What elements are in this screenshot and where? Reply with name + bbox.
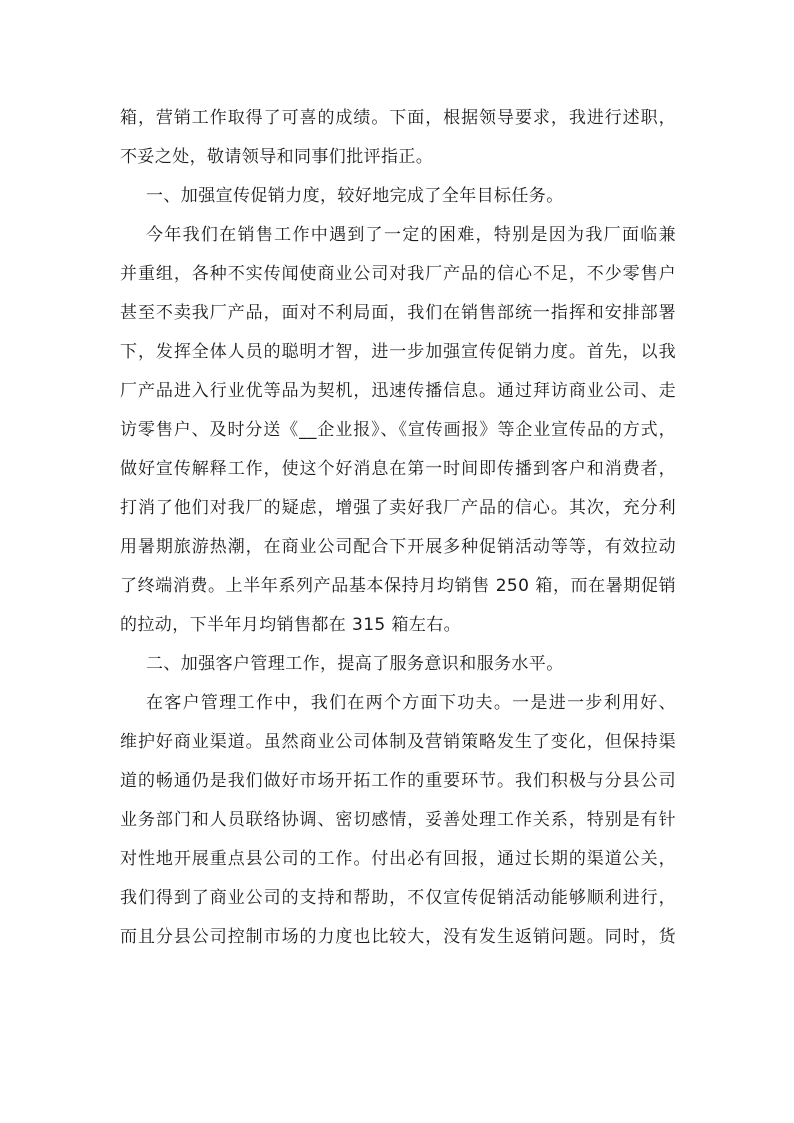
text-line: 对性地开展重点县公司的工作。付出必有回报，通过长期的渠道公关， xyxy=(120,849,676,869)
document-body xyxy=(120,99,676,957)
text-line: 在客户管理工作中，我们在两个方面下功夫。一是进一步利用好、 xyxy=(146,693,676,713)
text-line: 用暑期旅游热潮，在商业公司配合下开展多种促销活动等等，有效拉动 xyxy=(120,537,676,557)
text-line: 访零售户、及时分送《__企业报》、《宣传画报》等企业宣传品的方式， xyxy=(120,420,676,440)
text-line: 箱，营销工作取得了可喜的成绩。下面，根据领导要求，我进行述职， xyxy=(120,108,676,128)
text-line: 维护好商业渠道。虽然商业公司体制及营销策略发生了变化，但保持渠 xyxy=(120,732,676,752)
text-line: 甚至不卖我厂产品，面对不利局面，我们在销售部统一指挥和安排部署 xyxy=(120,303,676,323)
text-line: 道的畅通仍是我们做好市场开拓工作的重要环节。我们积极与分县公司 xyxy=(120,771,676,791)
text-line: 了终端消费。上半年系列产品基本保持月均销售 250 箱，而在暑期促销 xyxy=(120,576,676,596)
text-line: 厂产品进入行业优等品为契机，迅速传播信息。通过拜访商业公司、走 xyxy=(120,381,676,401)
text-line: 做好宣传解释工作，使这个好消息在第一时间即传播到客户和消费者， xyxy=(120,459,676,479)
text-line: 的拉动，下半年月均销售都在 315 箱左右。 xyxy=(120,615,462,635)
text-line: 并重组，各种不实传闻使商业公司对我厂产品的信心不足，不少零售户 xyxy=(120,264,676,284)
text-line: 打消了他们对我厂的疑虑，增强了卖好我厂产品的信心。其次，充分利 xyxy=(120,498,676,518)
text-line: 我们得到了商业公司的支持和帮助，不仅宣传促销活动能够顺利进行， xyxy=(120,888,676,908)
text-line: 下，发挥全体人员的聪明才智，进一步加强宣传促销力度。首先，以我 xyxy=(120,342,676,362)
text-line: 今年我们在销售工作中遇到了一定的困难，特别是因为我厂面临兼 xyxy=(146,225,676,245)
text-line: 而且分县公司控制市场的力度也比较大，没有发生返销问题。同时，货 xyxy=(120,927,676,947)
text-line: 一、加强宣传促销力度，较好地完成了全年目标任务。 xyxy=(146,186,564,206)
text-line: 业务部门和人员联络协调、密切感情，妥善处理工作关系，特别是有针 xyxy=(120,810,676,830)
text-line: 二、加强客户管理工作，提高了服务意识和服务水平。 xyxy=(146,654,564,674)
text-line: 不妥之处，敬请领导和同事们批评指正。 xyxy=(120,147,434,167)
